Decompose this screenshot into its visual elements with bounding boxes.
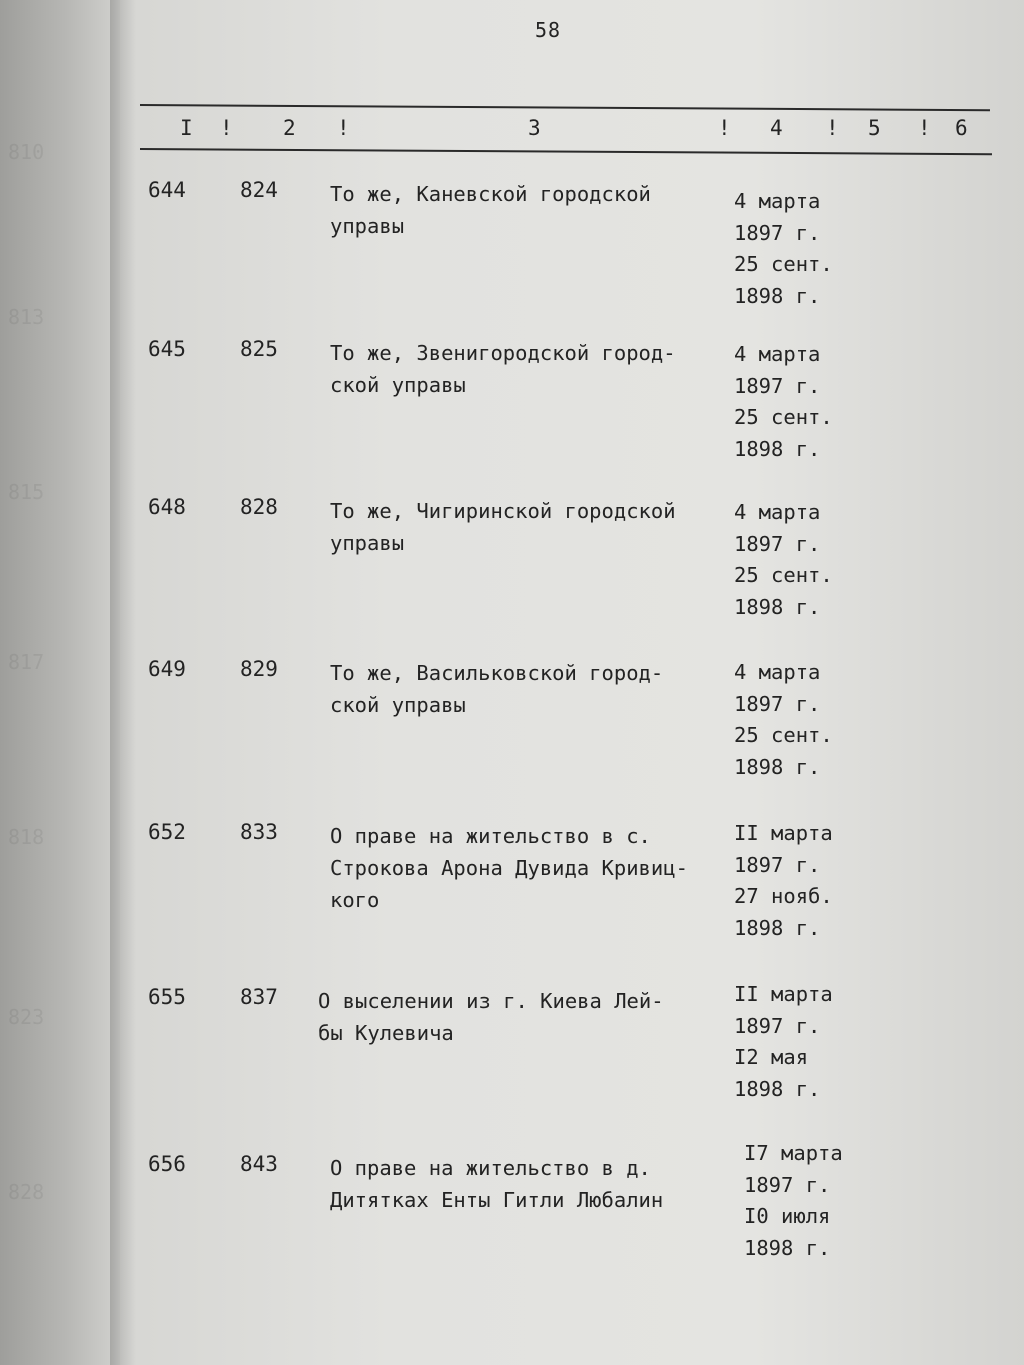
file-number: 828 [240,495,278,519]
show-through-text: 823 [8,1005,45,1029]
record-number: 656 [148,1152,186,1176]
record-number: 645 [148,337,186,361]
record-number: 648 [148,495,186,519]
show-through-text: 815 [8,480,45,504]
header-separator: ! [718,116,731,140]
record-title: То же, Васильковской город- ской управы [330,661,664,717]
record-dates: 4 марта 1897 г. 25 сент. 1898 г. [734,189,833,308]
header-col-3: 3 [528,116,541,140]
record-dates: 4 марта 1897 г. 25 сент. 1898 г. [734,660,833,779]
record-dates: I7 марта 1897 г. I0 июля 1898 г. [744,1141,843,1260]
record-number: 652 [148,820,186,844]
show-through-text: 817 [8,650,45,674]
record-number: 644 [148,178,186,202]
record-title: О выселении из г. Киева Лей- бы Кулевича [318,989,664,1045]
header-col-2: 2 [283,116,296,140]
record-title: То же, Чигиринской городской управы [330,499,676,555]
file-number: 825 [240,337,278,361]
file-number: 837 [240,985,278,1009]
header-separator: ! [826,116,839,140]
show-through-text: 818 [8,825,45,849]
record-title: О праве на жительство в д. Дитятках Енты Гитли Любалин [330,1156,664,1212]
record-title: О праве на жительство в с. Строкова Арона Дувида Кривиц- кого [330,824,688,912]
file-number: 843 [240,1152,278,1176]
header-separator: ! [337,116,350,140]
header-col-1: I [180,116,193,140]
header-separator: ! [220,116,233,140]
record-title: То же, Каневской городской управы [330,182,651,238]
header-col-6: 6 [955,116,968,140]
file-number: 829 [240,657,278,681]
header-col-4: 4 [770,116,783,140]
record-number: 649 [148,657,186,681]
facing-page [0,0,120,1365]
header-col-5: 5 [868,116,881,140]
record-title: То же, Звенигородской город- ской управы [330,341,676,397]
record-dates: 4 марта 1897 г. 25 сент. 1898 г. [734,342,833,461]
record-number: 655 [148,985,186,1009]
book-gutter [110,0,136,1365]
file-number: 824 [240,178,278,202]
page-number: 58 [535,18,562,42]
show-through-text: 828 [8,1180,45,1204]
header-separator: ! [918,116,931,140]
show-through-text: 813 [8,305,45,329]
record-dates: II марта 1897 г. I2 мая 1898 г. [734,982,833,1101]
show-through-text: 810 [8,140,45,164]
file-number: 833 [240,820,278,844]
record-dates: 4 марта 1897 г. 25 сент. 1898 г. [734,500,833,619]
record-dates: II марта 1897 г. 27 нояб. 1898 г. [734,821,833,940]
